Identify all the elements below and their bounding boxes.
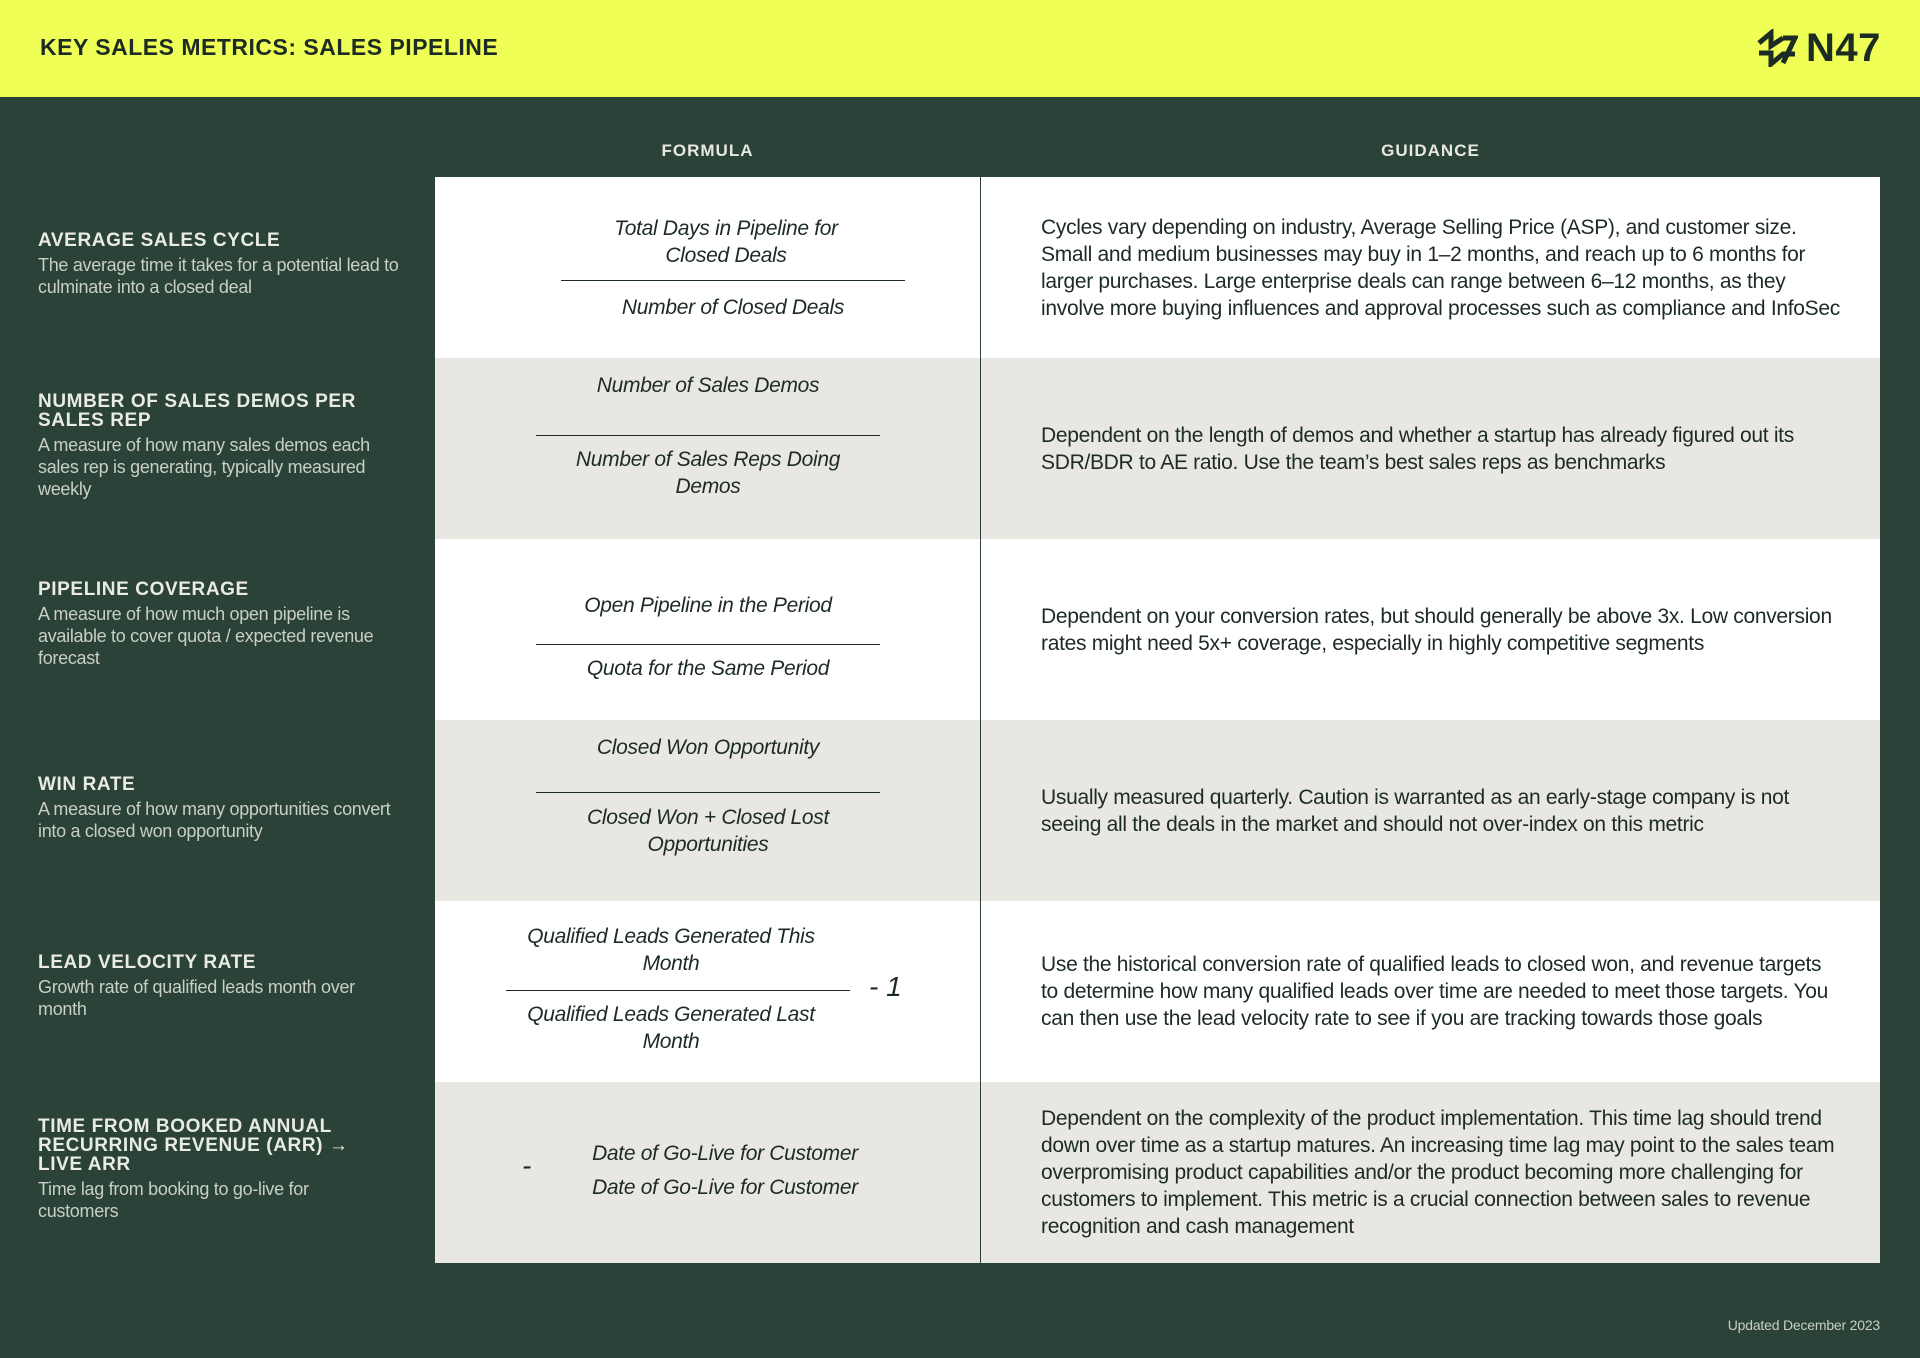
metric-win-rate xyxy=(38,775,408,842)
formula-line-2: Date of Go-Live for Customer xyxy=(592,1176,858,1199)
table-row xyxy=(435,539,1880,720)
formula-cell xyxy=(435,720,980,901)
metric-sales-demos-per-rep xyxy=(38,392,408,500)
guidance-column-header: GUIDANCE xyxy=(1381,141,1480,160)
formula-numerator: Number of Sales Demos xyxy=(596,374,820,397)
table-row xyxy=(435,358,1880,539)
formula-denominator: Qualified Leads Generated Last Month xyxy=(527,1003,815,1053)
formula-cell xyxy=(435,358,980,539)
table-row xyxy=(435,901,1880,1082)
formula-line-1: Date of Go-Live for Customer xyxy=(592,1142,858,1165)
metric-name: WIN RATE xyxy=(38,774,136,795)
formula-operator: - 1 xyxy=(869,971,902,1002)
guidance-cell: Usually measured quarterly. Caution is warranted as an early-stage company is not seeing all the deals in the market and should not over-index on this metric xyxy=(1041,785,1790,836)
guidance-cell: Cycles vary depending on industry, Average Selling Price (ASP), and customer size. Small and medium businesses may buy in 1–2 months, and reach up to 6 months for larger purchases. Large enterprise deals can range between 6–12 months, as they involve more buying influences and approval processes such as compliance and InfoSec xyxy=(1041,215,1840,320)
metric-description: A measure of how many sales demos each sales rep is generating, typically measured weekly xyxy=(38,435,370,499)
metric-name: PIPELINE COVERAGE xyxy=(38,579,249,600)
formula-denominator: Closed Won + Closed Lost Opportunities xyxy=(586,806,829,856)
metric-name: LEAD VELOCITY RATE xyxy=(38,952,257,973)
table-row xyxy=(435,720,1880,901)
n47-logo-icon xyxy=(1756,29,1798,67)
metric-name: NUMBER OF SALES DEMOS PER SALES REP xyxy=(38,391,356,431)
fraction-line xyxy=(506,990,850,991)
formula-denominator: Quota for the Same Period xyxy=(586,657,830,680)
guidance-cell: Dependent on the length of demos and whether a startup has already figured out its SDR/BDR to AE ratio. Use the team’s best sales reps as benchmarks xyxy=(1041,423,1794,474)
metric-average-sales-cycle xyxy=(38,231,408,298)
formula-cell xyxy=(435,539,980,720)
guidance-cell: Dependent on the complexity of the product implementation. This time lag should trend down over time as a startup matures. An increasing time lag may point to the sales team overpromising product capabilities and/or the product becoming more challenging for customers to implement. This metric is a crucial connection between sales to revenue recognition and cash management xyxy=(1041,1107,1835,1238)
metric-description: A measure of how much open pipeline is available to cover quota / expected revenue forecast xyxy=(38,604,374,668)
fraction-line xyxy=(561,280,905,281)
updated-date: Updated December 2023 xyxy=(1727,1317,1880,1333)
metric-description: A measure of how many opportunities convert into a closed won opportunity xyxy=(38,799,391,841)
formula-denominator: Number of Sales Reps Doing Demos xyxy=(575,448,841,498)
column-divider xyxy=(980,177,981,1263)
formula-cell xyxy=(435,901,980,1082)
metric-pipeline-coverage xyxy=(38,580,408,669)
page-title: KEY SALES METRICS: SALES PIPELINE xyxy=(40,34,499,60)
table-row xyxy=(435,1082,1880,1263)
logo-text: N47 xyxy=(1806,26,1881,70)
metric-description: Time lag from booking to go-live for customers xyxy=(38,1179,309,1221)
formula-numerator: Total Days in Pipeline for Closed Deals xyxy=(614,217,838,267)
fraction-line xyxy=(536,435,880,436)
n47-logo xyxy=(1756,28,1881,68)
formula-numerator: Qualified Leads Generated This Month xyxy=(527,925,815,975)
guidance-cell: Use the historical conversion rate of qualified leads to closed won, and revenue targets to determine how many qualified leads over time are needed to meet those targets. You can then use the lead velocity rate to see if you are tracking towards those goals xyxy=(1041,953,1829,1030)
fraction-line xyxy=(536,792,880,793)
guidance-cell: Dependent on your conversion rates, but should generally be above 3x. Low conversion rates might need 5x+ coverage, especially in highly competitive segments xyxy=(1041,604,1832,655)
metric-booked-arr-to-live-arr xyxy=(38,1117,378,1222)
page-header xyxy=(0,0,1920,97)
formula-cell xyxy=(435,1082,980,1263)
metrics-table xyxy=(435,177,1880,1263)
formula-column-header: FORMULA xyxy=(661,141,754,160)
formula-numerator: Open Pipeline in the Period xyxy=(584,594,832,617)
formula-numerator: Closed Won Opportunity xyxy=(596,736,820,759)
metric-name: AVERAGE SALES CYCLE xyxy=(38,230,281,251)
metric-name: TIME FROM BOOKED ANNUAL RECURRING REVENUE (ARR) → LIVE ARR xyxy=(38,1116,349,1175)
fraction-line xyxy=(536,644,880,645)
formula-operator: - xyxy=(522,1150,532,1181)
formula-denominator: Number of Closed Deals xyxy=(621,296,845,319)
table-row xyxy=(435,177,1880,358)
metric-description: Growth rate of qualified leads month over month xyxy=(38,977,355,1019)
metric-lead-velocity-rate xyxy=(38,953,408,1020)
formula-cell xyxy=(435,177,980,358)
metric-description: The average time it takes for a potential lead to culminate into a closed deal xyxy=(38,255,399,297)
